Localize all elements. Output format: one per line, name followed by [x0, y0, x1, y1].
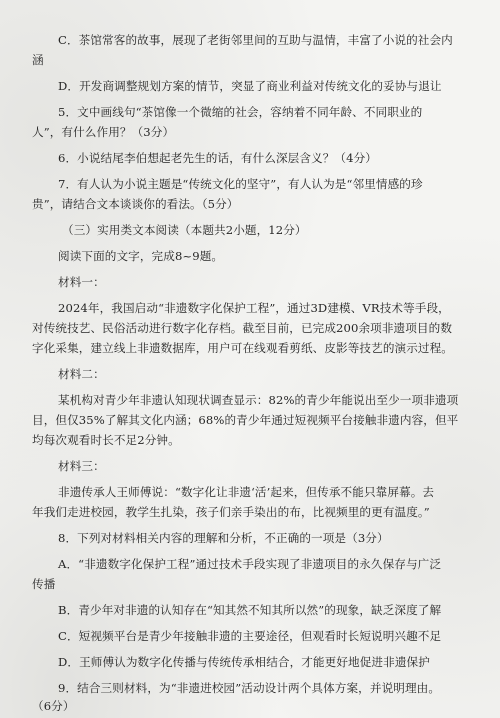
option-d-story: D．开发商调整规划方案的情节，突显了商业利益对传统文化的妥协与退让 — [58, 79, 442, 93]
question-7-line2: 贵”，请结合文本谈谈你的看法。（5分） — [32, 197, 239, 211]
question-7-line1: 7．有人认为小说主题是“传统文化的坚守”，有人认为是“邻里情感的珍 — [58, 177, 423, 191]
question-6: 6．小说结尾李伯想起老先生的话，有什么深层含义？（4分） — [58, 151, 377, 165]
question-9-line1: 9．结合三则材料，为“非遗进校园”活动设计两个具体方案，并说明理由。 — [58, 681, 441, 695]
material-2-label: 材料二： — [58, 367, 105, 381]
option-c-story-line2: 涵 — [32, 53, 44, 67]
option-b: B．青少年对非遗的认知存在“知其然不知其所以然”的现象，缺乏深度了解 — [58, 603, 442, 617]
option-c-story-line1: C．茶馆常客的故事，展现了老街邻里间的互助与温情，丰富了小说的社会内 — [58, 33, 453, 47]
material-3-label: 材料三： — [58, 459, 105, 473]
question-9-line2: （6分） — [32, 699, 75, 713]
material-2-line1: 某机构对青少年非遗认知现状调查显示：82%的青少年能说出至少一项非遗项 — [58, 393, 459, 407]
material-1-line2: 对传统技艺、民俗活动进行数字化存档。截至目前，已完成200余项非遗项目的数 — [32, 321, 453, 335]
material-2-line2: 目，但仅35%了解其文化内涵；68%的青少年通过短视频平台接触非遗内容，但平 — [32, 413, 459, 427]
material-3-line1: 非遗传承人王师傅说：“数字化让非遗‘活’起来，但传承不能只靠屏幕。去 — [58, 485, 435, 499]
question-5-line2: 人”，有什么作用？（3分） — [32, 125, 175, 139]
option-a-line2: 传播 — [32, 577, 56, 591]
option-a-line1: A．“非遗数字化保护工程”通过技术手段实现了非遗项目的永久保存与广泛 — [58, 557, 442, 571]
material-1-line3: 字化采集，建立线上非遗数据库，用户可在线观看剪纸、皮影等技艺的演示过程。 — [32, 341, 453, 355]
material-1-line1: 2024年，我国启动“非遗数字化保护工程”，通过3D建模、VR技术等手段， — [58, 301, 450, 315]
material-3-line2: 年我们走进校园，教学生扎染，孩子们亲手染出的布，比视频里的更有温度。” — [32, 505, 430, 519]
question-8: 8．下列对材料相关内容的理解和分析，不正确的一项是（3分） — [58, 531, 389, 545]
reading-instruction: 阅读下面的文字，完成8~9题。 — [58, 249, 224, 263]
section-heading: （三）实用类文本阅读（本题共2小题，12分） — [62, 223, 307, 237]
material-1-label: 材料一： — [58, 275, 105, 289]
material-2-line3: 均每次观看时长不足2分钟。 — [32, 433, 180, 447]
option-d: D．王师傅认为数字化传播与传统传承相结合，才能更好地促进非遗保护 — [58, 655, 430, 669]
question-5-line1: 5．文中画线句“茶馆像一个微缩的社会，容纳着不同年龄、不同职业的 — [58, 105, 423, 119]
option-c: C．短视频平台是青少年接触非遗的主要途径，但观看时长短说明兴趣不足 — [58, 629, 442, 643]
